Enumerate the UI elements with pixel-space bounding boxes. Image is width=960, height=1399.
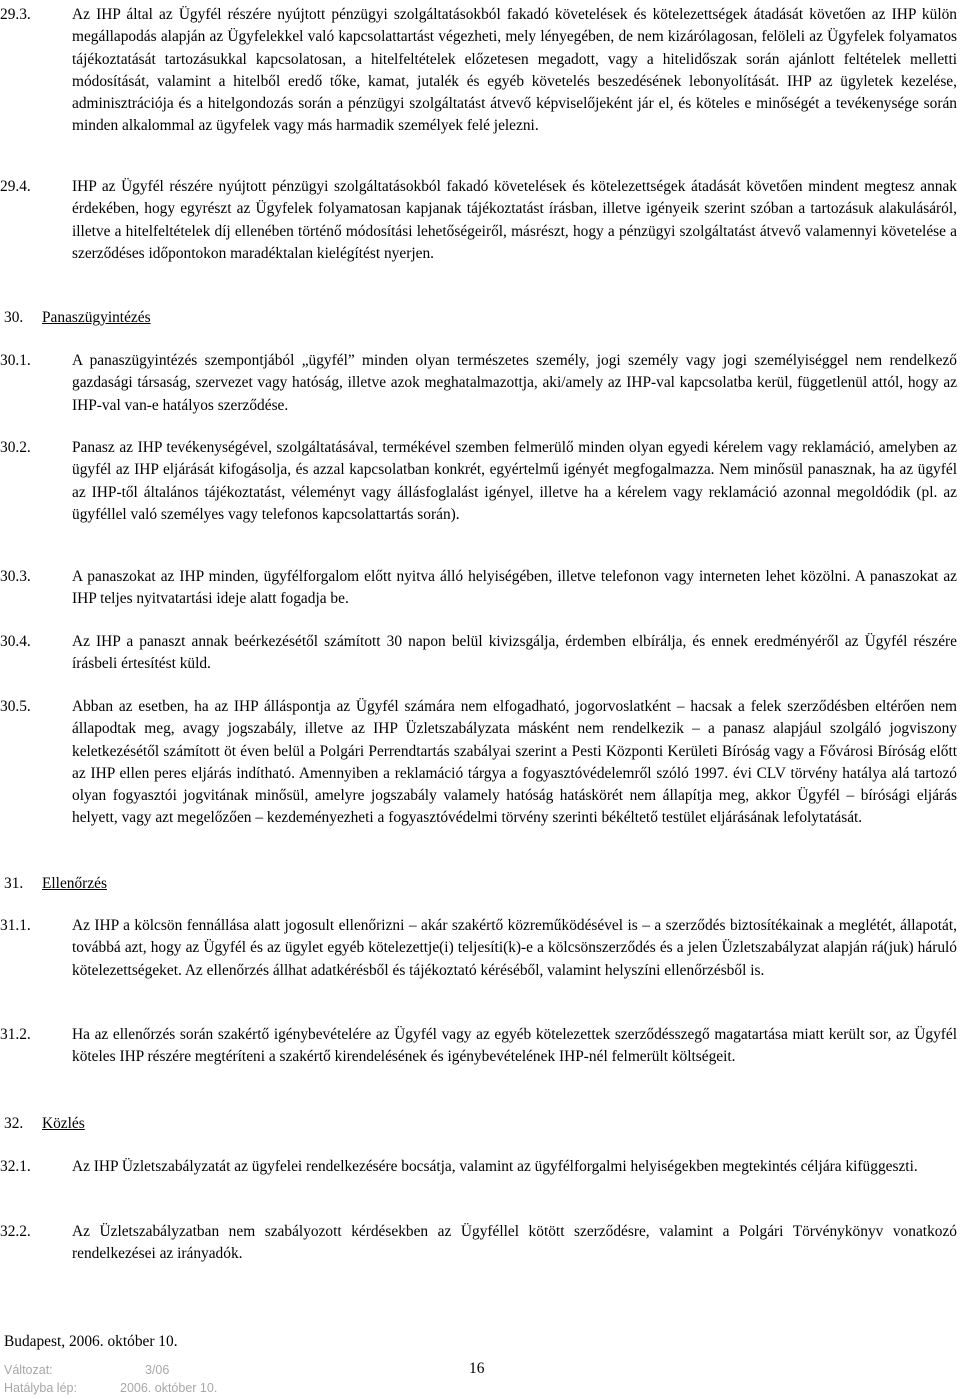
clause-text: A panaszügyintézés szempontjából „ügyfél” minden olyan természetes személy, jogi személy vagy jogi személyiséggel nem rendelkező gazdasági társaság, szervezet vagy hatóság, illetve azok meghatalmazottja, aki/amely az IHP-val kapcsolatba kerül, függetlenül attól, hogy az IHP-val van-e hatályos szerződése. bbox=[72, 352, 957, 414]
clause-number: 32.1. bbox=[0, 1158, 31, 1175]
section-title: Panaszügyintézés bbox=[42, 309, 151, 326]
section-number: 32. bbox=[4, 1115, 24, 1132]
clause-number: 31.2. bbox=[0, 1026, 31, 1043]
clause-30-2 bbox=[0, 437, 957, 526]
clause-31-1 bbox=[0, 915, 957, 982]
clause-32-2 bbox=[0, 1221, 957, 1266]
clause-text: Abban az esetben, ha az IHP álláspontja az Ügyfél számára nem elfogadható, jogorvoslatként – hacsak a felek szerződésben eltérően nem állapodtak meg, avagy jogszabály, illetve az IHP Üzletszabályzata másként nem rendelkezik – a panasz alapjául szolgáló jogviszony keletkezésétől számított öt éven belül a Polgári Perrendtartás szabályai szerint a Pesti Központi Kerületi Bíróság vagy a Fővárosi Bíróság előtt az IHP ellen peres eljárás indítható. Amennyiben a reklamáció tárgya a fogyasztóvédelemről szóló 1997. évi CLV törvény hatálya alá tartozó olyan fogyasztói jogvitának minősül, amelyre jogszabály valamely hatóság hatáskörét nem állapítja meg, akkor Ügyfél – bírósági eljárás helyett, vagy azt megelőzően – kezdeményezheti a fogyasztóvédelmi törvény szerinti békéltető testület eljárásának lefolytatását. bbox=[72, 698, 957, 827]
signoff-place-date: Budapest, 2006. október 10. bbox=[4, 1333, 178, 1350]
section-heading-32 bbox=[4, 1113, 85, 1135]
clause-number: 30.3. bbox=[0, 568, 31, 585]
clause-text: Ha az ellenőrzés során szakértő igénybevételére az Ügyfél vagy az egyéb kötelezettek szerződésszegő magatartása miatt került sor, az Ügyfél köteles IHP részére megtéríteni a szakértő kirendelésének és igénybevételének IHP-nél felmerült költségeit. bbox=[72, 1026, 957, 1066]
clause-text: Az IHP által az Ügyfél részére nyújtott pénzügyi szolgáltatásokból fakadó követelések és kötelezettségek átadását követően az IHP külön megállapodás alapján az Ügyfelekkel való kapcsolattartást végezheti, mely lényegében, de nem kizárólagosan, felöleli az Ügyfelek folyamatos tájékoztatását tartozásukkal kapcsolatosan, a hitelfeltételek előzetesen megadott, vagy a hitelidőszak során ajánlott feltételek melletti módosítását, valamint a hitelből eredő tőke, kamat, jutalék és egyéb követelés beszedésének lebonyolítását. IHP az ügyletek kezelése, adminisztrációja és a hitelgondozás során a pénzügyi szolgáltatást átvevő képviselőjeként jár el, és köteles e minőségét a tevékenysége során minden alkalommal az ügyfelek vagy más harmadik személyek felé jelezni. bbox=[72, 6, 957, 135]
clause-number: 30.2. bbox=[0, 439, 31, 456]
clause-number: 32.2. bbox=[0, 1223, 31, 1240]
clause-number: 31.1. bbox=[0, 917, 31, 934]
clause-number: 29.4. bbox=[0, 178, 31, 195]
clause-text: Az Üzletszabályzatban nem szabályozott kérdésekben az Ügyféllel kötött szerződésre, valamint a Polgári Törvénykönyv vonatkozó rendelkezései az irányadók. bbox=[72, 1223, 957, 1263]
clause-text: IHP az Ügyfél részére nyújtott pénzügyi szolgáltatásokból fakadó követelések és kötelezettségek átadását követően mindent megtesz annak érdekében, hogy egyrészt az Ügyfelek folyamatosan kapjanak tájékoztatást írásban, illetve igényeik szerint szóban a tartozásuk alakulásáról, illetve a hitelfeltételek díj ellenében történő módosítási lehetőségeiről, másrészt, hogy a pénzügyi szolgáltatást átvevő valamennyi követelése a szerződéses időpontokon maradéktalan kielégítést nyerjen. bbox=[72, 178, 957, 262]
clause-29-4 bbox=[0, 176, 957, 265]
clause-text: Az IHP a panaszt annak beérkezésétől számított 30 napon belül kivizsgálja, érdemben elbírálja, és ennek eredményéről az Ügyfél részére írásbeli értesítést küld. bbox=[72, 633, 957, 673]
clause-30-4 bbox=[0, 631, 957, 676]
clause-text: Az IHP Üzletszabályzatát az ügyfelei rendelkezésére bocsátja, valamint az ügyfélforgalmi helyiségekben megtekintés céljára kifüggeszti. bbox=[72, 1158, 918, 1175]
clause-number: 29.3. bbox=[0, 6, 31, 23]
section-title: Közlés bbox=[42, 1115, 85, 1132]
clause-30-3 bbox=[0, 566, 957, 611]
clause-text: Panasz az IHP tevékenységével, szolgáltatásával, termékével szemben felmerülő minden olyan egyedi kérelem vagy reklamáció, amelyben az ügyfél az IHP eljárását kifogásolja, és azzal kapcsolatban konkrét, egyértelmű igényét megfogalmazza. Nem minősül panasznak, ha az ügyfél az IHP-től általános tájékoztatást, véleményt vagy állásfoglalást igényel, illetve ha a kérelem vagy reklamáció azonnal megoldódik (pl. az ügyféllel való személyes vagy telefonos kapcsolattartás során). bbox=[72, 439, 957, 523]
clause-30-1 bbox=[0, 350, 957, 417]
page-number: 16 bbox=[469, 1360, 485, 1377]
clause-31-2 bbox=[0, 1024, 957, 1069]
section-title: Ellenőrzés bbox=[42, 875, 107, 892]
section-heading-30 bbox=[4, 307, 151, 329]
footer-effective-label: Hatályba lép: bbox=[4, 1381, 77, 1395]
clause-30-5 bbox=[0, 696, 957, 830]
clause-32-1 bbox=[0, 1156, 957, 1178]
clause-29-3 bbox=[0, 4, 957, 138]
clause-number: 30.1. bbox=[0, 352, 31, 369]
clause-text: A panaszokat az IHP minden, ügyfélforgalom előtt nyitva álló helyiségében, illetve telefonon vagy interneten lehet közölni. A panaszokat az IHP teljes nyitvatartási ideje alatt fogadja be. bbox=[72, 568, 957, 608]
footer-version-value: 3/06 bbox=[145, 1363, 170, 1377]
section-number: 30. bbox=[4, 309, 24, 326]
section-heading-31 bbox=[4, 873, 107, 895]
footer-effective-value: 2006. október 10. bbox=[120, 1381, 218, 1395]
clause-number: 30.5. bbox=[0, 698, 31, 715]
footer-version-label: Változat: bbox=[4, 1363, 53, 1377]
clause-number: 30.4. bbox=[0, 633, 31, 650]
clause-text: Az IHP a kölcsön fennállása alatt jogosult ellenőrizni – akár szakértő közreműködésével is – a szerződés biztosítékainak a meglétét, állapotát, továbbá azt, hogy az Ügyfél és az ügylet egyéb kötelezettje(i) teljesíti(k)-e a kölcsönszerződés és a jelen Üzletszabályzat alapján rá(juk) háruló kötelezettségeket. Az ellenőrzés állhat adatkérésből és tájékoztató kéréséből, valamint helyszíni ellenőrzésből is. bbox=[72, 917, 957, 979]
section-number: 31. bbox=[4, 875, 24, 892]
